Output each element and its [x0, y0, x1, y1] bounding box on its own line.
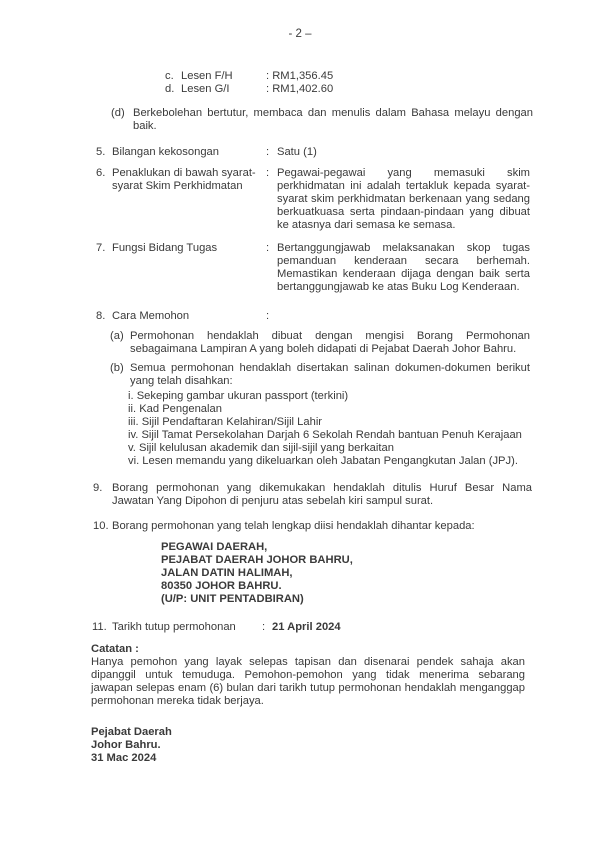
list-marker: d.: [165, 83, 175, 95]
list-marker: c.: [165, 70, 174, 82]
colon: :: [262, 621, 266, 633]
section-number: 11.: [92, 621, 107, 633]
license-label: Lesen G/I: [181, 83, 230, 95]
license-label: Lesen F/H: [181, 70, 233, 82]
section-value: Pegawai-pegawai yang memasuki skim perkhidmatan ini adalah tertakluk kepada syarat-syarat skim perkhidmatan berkenaan yang sedang berkuatkuasa serta pindaan-pindaan yang dibuat ke atasnya dari semasa ke semasa.: [277, 167, 530, 231]
list-marker: ii.: [128, 403, 137, 415]
section-number: 5.: [96, 146, 106, 158]
section-label: Bilangan kekosongan: [112, 146, 219, 158]
document-item: [128, 429, 548, 442]
method-text: Permohonan hendaklah dibuat dengan mengisi Borang Permohonan sebagaimana Lampiran A yang boleh didapati di Pejabat Daerah Johor Bahru.: [130, 330, 530, 355]
address-line: PEJABAT DAERAH JOHOR BAHRU,: [161, 554, 353, 566]
document-text: Sijil kelulusan akademik dan sijil-sijil yang berkaitan: [138, 442, 394, 454]
document-item: [128, 390, 548, 403]
list-marker: (a): [110, 330, 124, 342]
section-number: 10.: [93, 520, 109, 532]
section-number: 8.: [96, 310, 106, 322]
document-item: [128, 403, 548, 416]
license-value: : RM1,402.60: [266, 83, 334, 95]
method-text: Semua permohonan hendaklah disertakan salinan dokumen-dokumen berikut yang telah disahkan:: [130, 362, 530, 387]
address-line: PEGAWAI DAERAH,: [161, 541, 268, 553]
section-label: Penaklukan di bawah syarat-syarat Skim Perkhidmatan: [112, 167, 256, 192]
page-number: - 2 –: [288, 28, 312, 40]
section-label: Tarikh tutup permohonan: [112, 621, 236, 633]
section-number: 7.: [96, 242, 106, 254]
colon: :: [266, 167, 270, 179]
list-marker: i.: [128, 390, 134, 402]
document-item: [128, 442, 548, 455]
section-label: Cara Memohon: [112, 310, 190, 322]
notes-title: Catatan :: [91, 643, 139, 655]
section-number: 9.: [93, 482, 103, 494]
colon: :: [266, 242, 270, 254]
address-line: (U/P: UNIT PENTADBIRAN): [161, 593, 304, 605]
section-value: Satu (1): [277, 146, 317, 158]
address-line: 80350 JOHOR BAHRU.: [161, 580, 282, 592]
document-text: Lesen memandu yang dikeluarkan oleh Jabatan Pengangkutan Jalan (JPJ).: [142, 455, 518, 467]
colon: :: [266, 310, 270, 322]
document-text: Sijil Pendaftaran Kelahiran/Sijil Lahir: [141, 416, 323, 428]
closing-date: 21 April 2024: [272, 621, 341, 633]
document-item: [128, 455, 548, 468]
document-text: Sijil Tamat Persekolahan Darjah 6 Sekolah Rendah bantuan Penuh Kerajaan: [141, 429, 522, 441]
signature-date: 31 Mac 2024: [91, 752, 157, 764]
requirement-text: Berkebolehan bertutur, membaca dan menulis dalam Bahasa melayu dengan baik.: [133, 107, 533, 132]
section-text: Borang permohonan yang telah lengkap diisi hendaklah dihantar kepada:: [112, 520, 475, 532]
signature-line: Pejabat Daerah: [91, 726, 172, 738]
section-label: Fungsi Bidang Tugas: [112, 242, 218, 254]
section-value: Bertanggungjawab melaksanakan skop tugas pemanduan kenderaan secara berhemah. Memastikan kenderaan dijaga dengan baik serta bertanggungjawab ke atas Buku Log Kenderaan.: [277, 242, 530, 293]
list-marker: iv.: [128, 429, 139, 441]
recipient-address: [161, 541, 353, 606]
document-list: [128, 390, 548, 468]
section-number: 6.: [96, 167, 106, 179]
list-marker: iii.: [128, 416, 139, 428]
colon: :: [266, 146, 270, 158]
document-text: Sekeping gambar ukuran passport (terkini): [136, 390, 349, 402]
section-text: Borang permohonan yang dikemukakan hendaklah ditulis Huruf Besar Nama Jawatan Yang Dipohon di penjuru atas sebelah kiri sampul surat.: [112, 482, 532, 507]
license-value: : RM1,356.45: [266, 70, 334, 82]
list-marker: (b): [110, 362, 124, 374]
document-item: [128, 416, 548, 429]
list-marker: v.: [128, 442, 136, 454]
address-line: JALAN DATIN HALIMAH,: [161, 567, 293, 579]
list-marker: vi.: [128, 455, 140, 467]
document-text: Kad Pengenalan: [139, 403, 222, 415]
list-marker: (d): [111, 107, 125, 119]
signature-block: [91, 726, 172, 765]
notes-text: Hanya pemohon yang layak selepas tapisan dan disenarai pendek sahaja akan dipanggil untuk temuduga. Pemohon-pemohon yang tidak menerima sebarang jawapan selepas enam (6) bulan dari tarikh tutup permohonan hendaklah menganggap permohonan mereka tidak berjaya.: [91, 656, 525, 707]
signature-line: Johor Bahru.: [91, 739, 161, 751]
